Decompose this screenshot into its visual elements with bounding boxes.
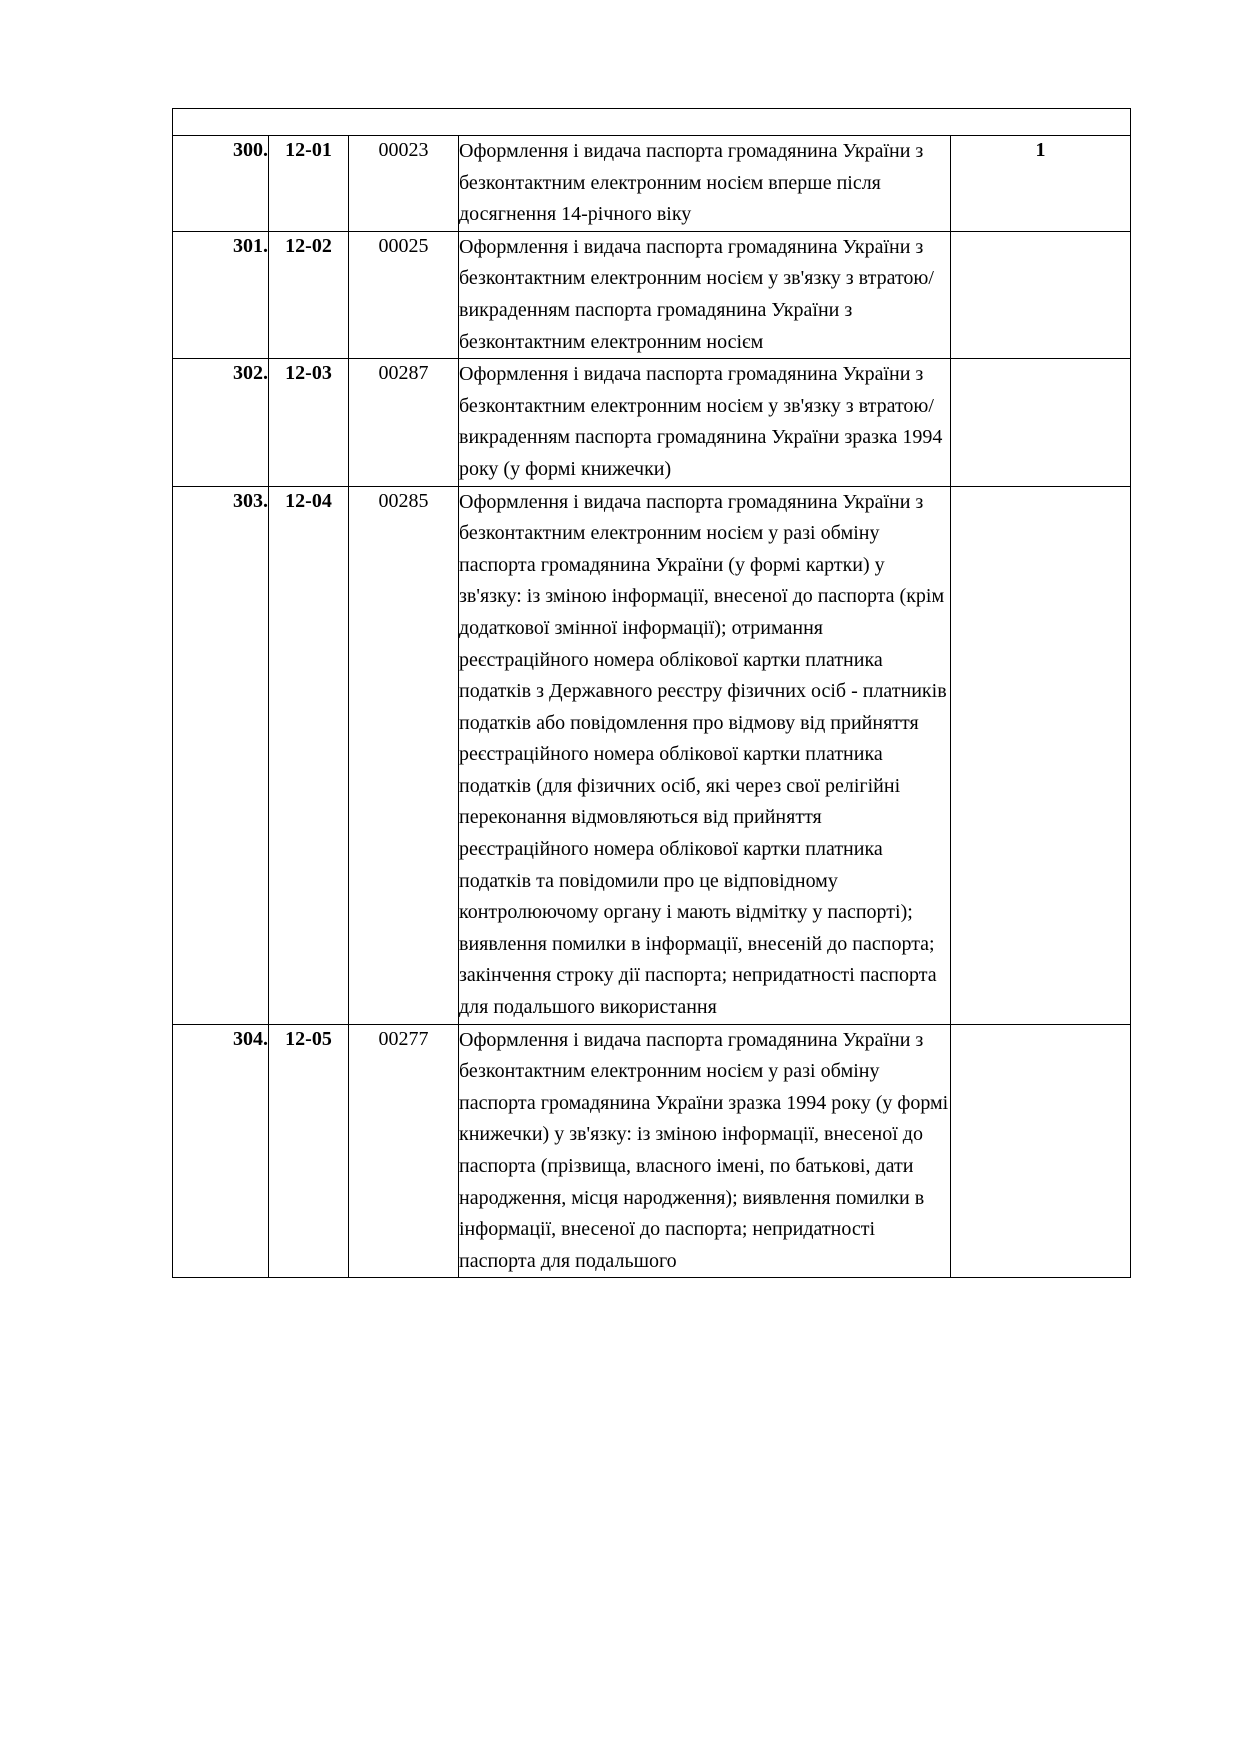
- row-code: 12-04: [269, 486, 349, 1024]
- row-quantity: 1: [951, 136, 1131, 232]
- row-service-name: Оформлення і видача паспорта громадянина України з безконтактним електронним носієм у зв'язку з втратою/викраденням паспорта громадянина України зразка 1994 року (у формі книжечки): [459, 359, 951, 486]
- strip-cell-code: [269, 109, 349, 136]
- row-code: 12-01: [269, 136, 349, 232]
- row-number: 303.: [173, 486, 269, 1024]
- strip-cell-qty: [951, 109, 1131, 136]
- row-quantity: [951, 1024, 1131, 1278]
- table-row: [173, 1024, 1131, 1278]
- strip-cell-left: [173, 109, 269, 136]
- row-identifier: 00023: [349, 136, 459, 232]
- row-number: 301.: [173, 231, 269, 358]
- row-identifier: 00287: [349, 359, 459, 486]
- row-service-name: Оформлення і видача паспорта громадянина України з безконтактним електронним носієм вперше після досягнення 14-річного віку: [459, 136, 951, 232]
- row-identifier: 00025: [349, 231, 459, 358]
- row-number: 300.: [173, 136, 269, 232]
- row-quantity: [951, 231, 1131, 358]
- row-service-name: Оформлення і видача паспорта громадянина України з безконтактним електронним носієм у разі обміну паспорта громадянина України зразка 1994 року (у формі книжечки) у зв'язку: із зміною інформації, внесеної до паспорта (прізвища, власного імені, по батькові, дати народження, місця народження); виявлення помилки в інформації, внесеної до паспорта; непридатності паспорта для подальшого: [459, 1024, 951, 1278]
- row-quantity: [951, 359, 1131, 486]
- row-identifier: 00277: [349, 1024, 459, 1278]
- services-table: [172, 108, 1131, 1278]
- row-identifier: 00285: [349, 486, 459, 1024]
- table-row: [173, 136, 1131, 232]
- row-code: 12-05: [269, 1024, 349, 1278]
- table-header-strip: [173, 109, 1131, 136]
- table-row: [173, 486, 1131, 1024]
- row-code: 12-02: [269, 231, 349, 358]
- row-number: 302.: [173, 359, 269, 486]
- strip-cell-id: [349, 109, 459, 136]
- row-quantity: [951, 486, 1131, 1024]
- row-service-name: Оформлення і видача паспорта громадянина України з безконтактним електронним носієм у разі обміну паспорта громадянина України (у формі картки) у зв'язку: із зміною інформації, внесеної до паспорта (крім додаткової змінної інформації); отримання реєстраційного номера облікової картки платника податків з Державного реєстру фізичних осіб - платників податків або повідомлення про відмову від прийняття реєстраційного номера облікової картки платника податків (для фізичних осіб, які через свої релігійні переконання відмовляються від прийняття реєстраційного номера облікової картки платника податків та повідомили про це відповідному контролюючому органу і мають відмітку у паспорті); виявлення помилки в інформації, внесеній до паспорта; закінчення строку дії паспорта; непридатності паспорта для подальшого використання: [459, 486, 951, 1024]
- row-service-name: Оформлення і видача паспорта громадянина України з безконтактним електронним носієм у зв'язку з втратою/викраденням паспорта громадянина України з безконтактним електронним носієм: [459, 231, 951, 358]
- table-row: [173, 231, 1131, 358]
- strip-cell-name: [459, 109, 951, 136]
- row-code: 12-03: [269, 359, 349, 486]
- row-number: 304.: [173, 1024, 269, 1278]
- table-row: [173, 359, 1131, 486]
